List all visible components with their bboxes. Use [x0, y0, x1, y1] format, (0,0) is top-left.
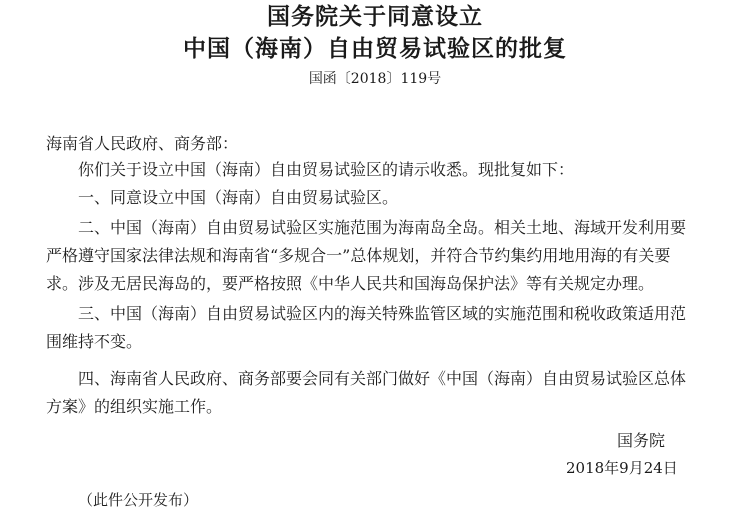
- issuer-signature: 国务院: [617, 431, 666, 450]
- item-1: 一、同意设立中国（海南）自由贸易试验区。: [78, 188, 399, 207]
- item-4-line-2: 方案》的组织实施工作。: [46, 397, 223, 416]
- addressee: 海南省人民政府、商务部：: [46, 134, 239, 153]
- title-line-2: 中国（海南）自由贸易试验区的批复: [183, 36, 567, 62]
- release-note: （此件公开发布）: [78, 491, 199, 509]
- item-4-line-1: 四、海南省人民政府、商务部要会同有关部门做好《中国（海南）自由贸易试验区总体: [78, 369, 687, 388]
- document-number: 国函〔2018〕119号: [308, 71, 442, 87]
- issue-date: 2018年9月24日: [566, 459, 678, 477]
- intro-paragraph: 你们关于设立中国（海南）自由贸易试验区的请示收悉。现批复如下：: [78, 160, 575, 179]
- item-3-line-1: 三、中国（海南）自由贸易试验区内的海关特殊监管区域的实施范围和税收政策适用范: [78, 304, 687, 323]
- item-3-line-2: 围维持不变。: [46, 332, 143, 351]
- title-line-1: 国务院关于同意设立: [267, 4, 483, 30]
- item-2-line-2: 严格遵守国家法律法规和海南省“多规合一”总体规划，并符合节约集约用地用海的有关要: [46, 246, 671, 265]
- item-2-line-3: 求。涉及无居民海岛的，要严格按照《中华人民共和国海岛保护法》等有关规定办理。: [46, 274, 655, 293]
- item-2-line-1: 二、中国（海南）自由贸易试验区实施范围为海南岛全岛。相关土地、海域开发利用要: [78, 218, 687, 237]
